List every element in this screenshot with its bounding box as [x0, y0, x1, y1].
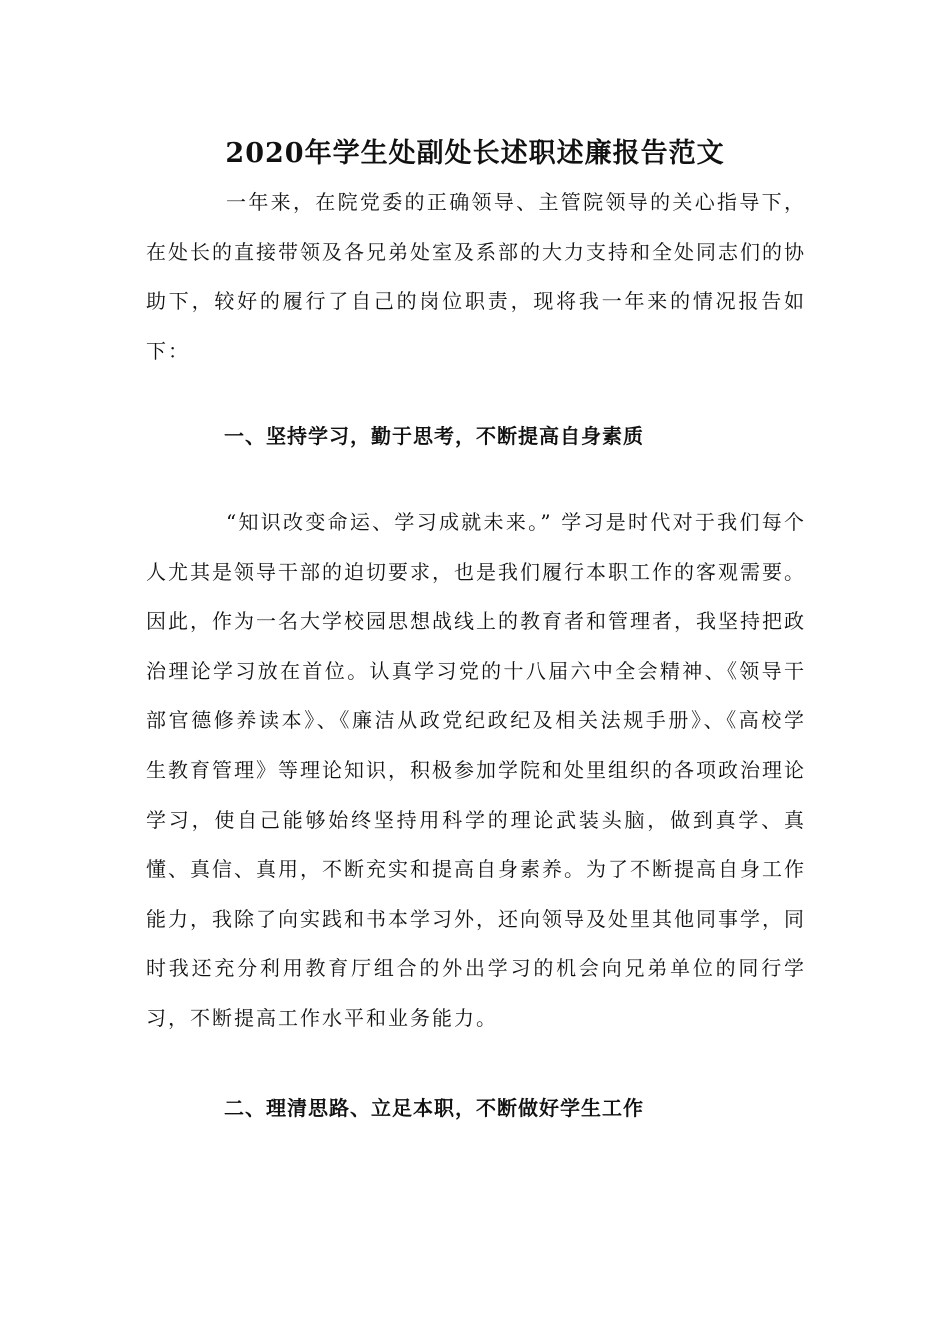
section-1-body: “知识改变命运、学习成就未来。” 学习是时代对于我们每个人尤其是领导干部的迫切要求，也是我们履行本职工作的客观需要。因此，作为一名大学校园思想战线上的教育者和管理者，我坚持把政治理论学习放在首位。认真学习党的十八届六中全会精神、《领导干部官德修养读本》、《廉洁从政党纪政纪及相关法规手册》、《高校学生教育管理》等理论知识，积极参加学院和处里组织的各项政治理论学习，使自己能够始终坚持用科学的理论武装头脑，做到真学、真懂、真信、真用，不断充实和提高自身素养。为了不断提高自身工作能力，我除了向实践和书本学习外，还向领导及处里其他同事学，同时我还充分利用教育厅组合的外出学习的机会向兄弟单位的同行学习，不断提高工作水平和业务能力。: [146, 510, 806, 1030]
section-1-heading: 一、坚持学习，勤于思考，不断提高自身素质: [224, 424, 644, 448]
section-2-heading: 二、理清思路、立足本职，不断做好学生工作: [224, 1096, 644, 1120]
intro-paragraph: 一年来，在院党委的正确领导、主管院领导的关心指导下，在处长的直接带领及各兄弟处室及系部的大力支持和全处同志们的协助下，较好的履行了自己的岗位职责，现将我一年来的情况报告如下：: [146, 190, 806, 363]
document-title: 2020年学生处副处长述职述廉报告范文: [225, 138, 725, 169]
